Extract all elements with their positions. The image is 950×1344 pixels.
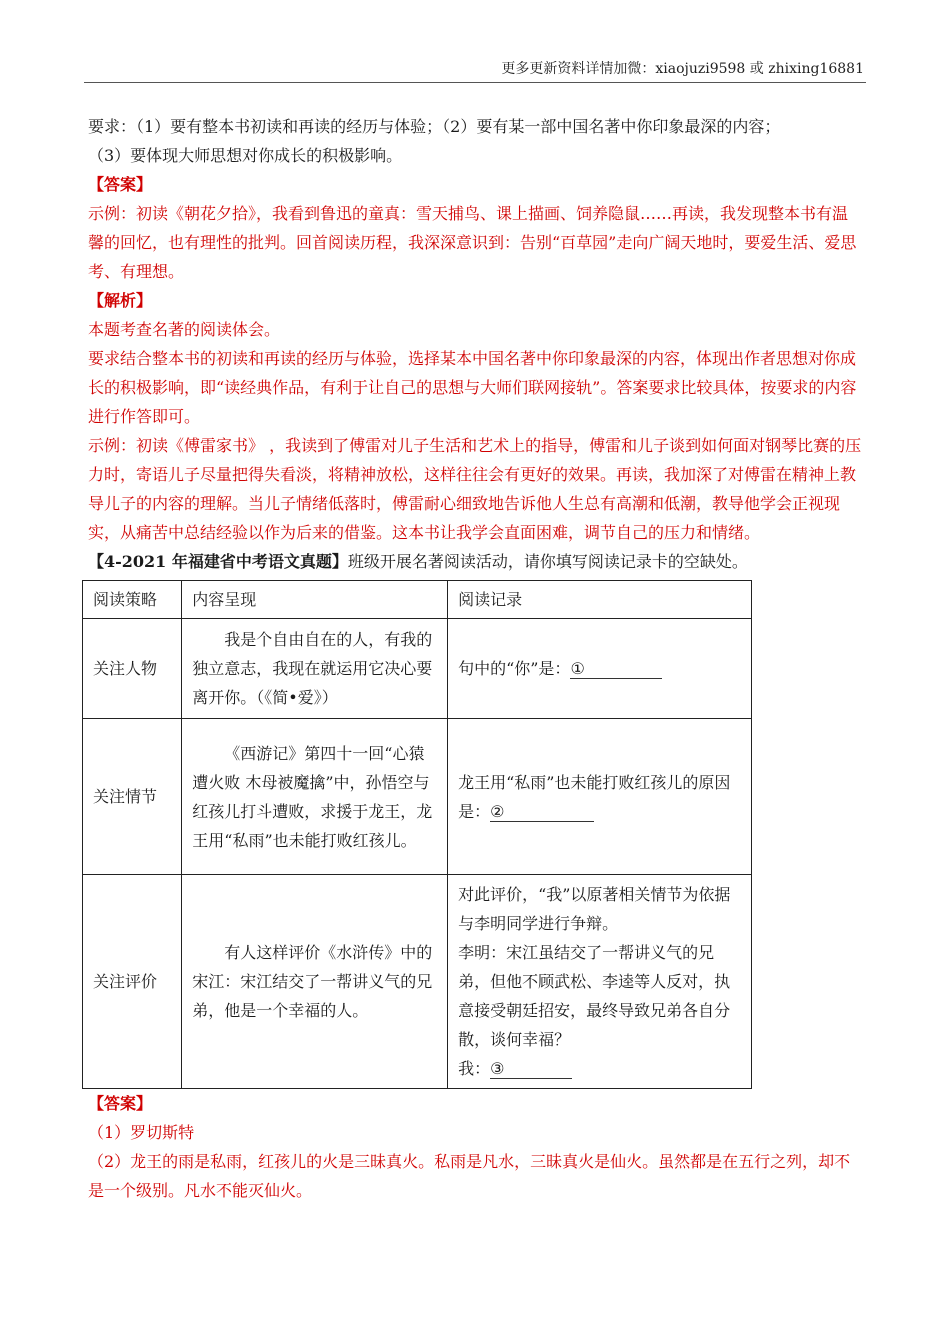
requirement-line-1: 要求：（1）要有整本书初读和再读的经历与体验；（2）要有某一部中国名著中你印象最深的内容； (88, 117, 781, 136)
row-strategy: 关注情节 (83, 719, 182, 875)
answer-blank[interactable]: ② (490, 803, 594, 822)
record-prompt: 龙王用“私雨”也未能打败红孩儿的原因是： (458, 772, 731, 821)
document-body (88, 112, 863, 1205)
answer-tag: 【答案】 (88, 175, 153, 194)
question-source: 【4-2021 年福建省中考语文真题】 (88, 552, 348, 571)
row-strategy: 关注评价 (83, 875, 182, 1089)
answer-tag-2: 【答案】 (88, 1094, 153, 1113)
row-strategy: 关注人物 (83, 619, 182, 719)
question-title (88, 547, 863, 576)
analysis-intro: 本题考查名著的阅读体会。 (88, 320, 281, 339)
table-row (83, 875, 752, 1089)
header-divider (84, 82, 866, 83)
record-prompt: 我： (458, 1059, 491, 1078)
answer-example: 示例：初读《朝花夕拾》，我看到鲁迅的童真：雪天捕鸟、课上描画、饲养隐鼠……再读，我发现整本书有温馨的回忆，也有理性的批判。回首阅读历程，我深深意识到：告别“百草园”走向广阔天地时，要爱生活、爱思考、有理想。 (88, 204, 857, 281)
record-prompt: 句中的“你”是： (458, 659, 571, 678)
row-content: 我是个自由自在的人，有我的独立意志，我现在就运用它决心要离开你。（《简•爱》） (182, 619, 448, 719)
reading-record-table (82, 580, 752, 1089)
analysis-paragraph-1: 要求结合整本书的初读和再读的经历与体验，选择某本中国名著中你印象最深的内容，体现出作者思想对你成长的积极影响，即“读经典作品，有利于让自己的思想与大师们联网接轨”。答案要求比较具体，按要求的内容进行作答即可。 (88, 349, 857, 426)
answer-blank[interactable]: ① (570, 660, 662, 679)
header-strategy: 阅读策略 (83, 581, 182, 619)
record-intro: 对此评价，“我”以原著相关情节为依据与李明同学进行争辩。 (458, 885, 731, 933)
record-liming: 李明：宋江虽结交了一帮讲义气的兄弟，但他不顾武松、李逵等人反对，执意接受朝廷招安，最终导致兄弟各自分散，谈何幸福？ (458, 943, 731, 1049)
table-header-row (83, 581, 752, 619)
requirement-line-2: （3）要体现大师思想对你成长的积极影响。 (88, 146, 403, 165)
question-prompt: 班级开展名著阅读活动，请你填写阅读记录卡的空缺处。 (347, 552, 748, 571)
answer-item-1: （1）罗切斯特 (88, 1123, 195, 1142)
row-record (448, 875, 752, 1089)
header-content: 内容呈现 (182, 581, 448, 619)
row-content: 有人这样评价《水浒传》中的宋江：宋江结交了一帮讲义气的兄弟，他是一个幸福的人。 (182, 875, 448, 1089)
analysis-paragraph-2: 示例：初读《傅雷家书》 ，我读到了傅雷对儿子生活和艺术上的指导，傅雷和儿子谈到如何面对钢琴比赛的压力时，寄语儿子尽量把得失看淡，将精神放松，这样往往会有更好的效果。再读，我加深了对傅雷在精神上教导儿子的内容的理解。当儿子情绪低落时，傅雷耐心细致地告诉他人生总有高潮和低潮，教导他学会正视现实，从痛苦中总结经验以作为后来的借鉴。这本书让我学会直面困难，调节自己的压力和情绪。 (88, 436, 862, 542)
row-record (448, 619, 752, 719)
answer-item-2: （2）龙王的雨是私雨，红孩儿的火是三昧真火。私雨是凡水，三昧真火是仙火。虽然都是在五行之列，却不是一个级别。凡水不能灭仙火。 (88, 1152, 851, 1200)
answer-blank[interactable]: ③ (490, 1060, 572, 1079)
header-record: 阅读记录 (448, 581, 752, 619)
page-header: 更多更新资料详情加微：xiaojuzi9598 或 zhixing16881 (501, 61, 864, 77)
table-row (83, 619, 752, 719)
row-record (448, 719, 752, 875)
row-content: 《西游记》第四十一回“心猿遭火败 木母被魔擒”中，孙悟空与红孩儿打斗遭败，求援于龙王，龙王用“私雨”也未能打败红孩儿。 (182, 719, 448, 875)
table-row (83, 719, 752, 875)
analysis-tag: 【解析】 (88, 291, 153, 310)
